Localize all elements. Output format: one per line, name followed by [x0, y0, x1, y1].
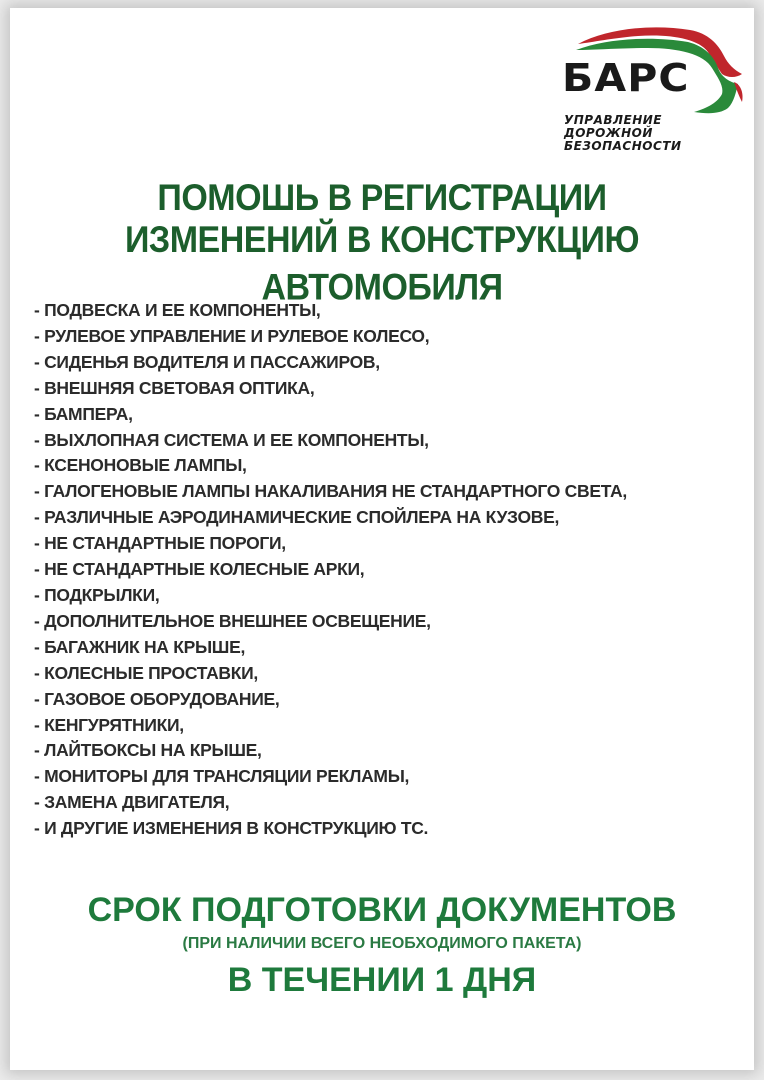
deadline-block [10, 888, 754, 1002]
list-item: - МОНИТОРЫ ДЛЯ ТРАНСЛЯЦИИ РЕКЛАМЫ, [34, 766, 410, 787]
deadline-condition: (ПРИ НАЛИЧИИ ВСЕГО НЕОБХОДИМОГО ПАКЕТА) [182, 935, 582, 952]
list-item: - РУЛЕВОЕ УПРАВЛЕНИЕ И РУЛЕВОЕ КОЛЕСО, [34, 325, 430, 346]
title-line-1: ПОМОШЬ В РЕГИСТРАЦИИ [157, 177, 607, 219]
flyer-page [10, 8, 754, 1070]
list-item: - ВЫХЛОПНАЯ СИСТЕМА И ЕЕ КОМПОНЕНТЫ, [34, 429, 429, 450]
logo-subtitle [564, 114, 682, 153]
list-item: - БАГАЖНИК НА КРЫШЕ, [34, 636, 246, 657]
list-item: - НЕ СТАНДАРТНЫЕ ПОРОГИ, [34, 533, 286, 554]
logo-subtitle-line: УПРАВЛЕНИЕ [564, 113, 662, 127]
bars-logo [558, 22, 748, 162]
title-line-2: ИЗМЕНЕНИЙ В КОНСТРУКЦИЮ АВТОМОБИЛЯ [124, 219, 640, 309]
page-title [10, 176, 754, 308]
list-item: - КЕНГУРЯТНИКИ, [34, 714, 184, 735]
list-item: - ЛАЙТБОКСЫ НА КРЫШЕ, [34, 740, 262, 761]
list-item: - СИДЕНЬЯ ВОДИТЕЛЯ И ПАССАЖИРОВ, [34, 351, 380, 372]
list-item: - ПОДКРЫЛКИ, [34, 584, 160, 605]
list-item: - КСЕНОНОВЫЕ ЛАМПЫ, [34, 455, 247, 476]
list-item: - ГАЗОВОЕ ОБОРУДОВАНИЕ, [34, 688, 280, 709]
list-item: - ГАЛОГЕНОВЫЕ ЛАМПЫ НАКАЛИВАНИЯ НЕ СТАНДАРТНОГО СВЕТА, [34, 481, 627, 502]
list-item: - БАМПЕРА, [34, 403, 133, 424]
list-item: - КОЛЕСНЫЕ ПРОСТАВКИ, [34, 662, 258, 683]
list-item: - ПОДВЕСКА И ЕЕ КОМПОНЕНТЫ, [34, 300, 321, 320]
logo-subtitle-line: БЕЗОПАСНОСТИ [564, 139, 682, 153]
list-item: - ВНЕШНЯЯ СВЕТОВАЯ ОПТИКА, [34, 377, 315, 398]
deadline-duration: В ТЕЧЕНИИ 1 ДНЯ [227, 961, 537, 999]
list-item: - РАЗЛИЧНЫЕ АЭРОДИНАМИЧЕСКИЕ СПОЙЛЕРА НА КУЗОВЕ, [34, 507, 560, 528]
list-item: - ЗАМЕНА ДВИГАТЕЛЯ, [34, 792, 230, 813]
list-item: - И ДРУГИЕ ИЗМЕНЕНИЯ В КОНСТРУКЦИЮ ТС. [34, 818, 429, 839]
list-item: - НЕ СТАНДАРТНЫЕ КОЛЕСНЫЕ АРКИ, [34, 559, 365, 580]
logo-wordmark: БАРС [562, 56, 690, 100]
deadline-heading: СРОК ПОДГОТОВКИ ДОКУМЕНТОВ [87, 891, 677, 929]
modification-list [34, 298, 744, 842]
list-item: - ДОПОЛНИТЕЛЬНОЕ ВНЕШНЕЕ ОСВЕЩЕНИЕ, [34, 610, 431, 631]
logo-subtitle-line: ДОРОЖНОЙ [564, 126, 653, 140]
